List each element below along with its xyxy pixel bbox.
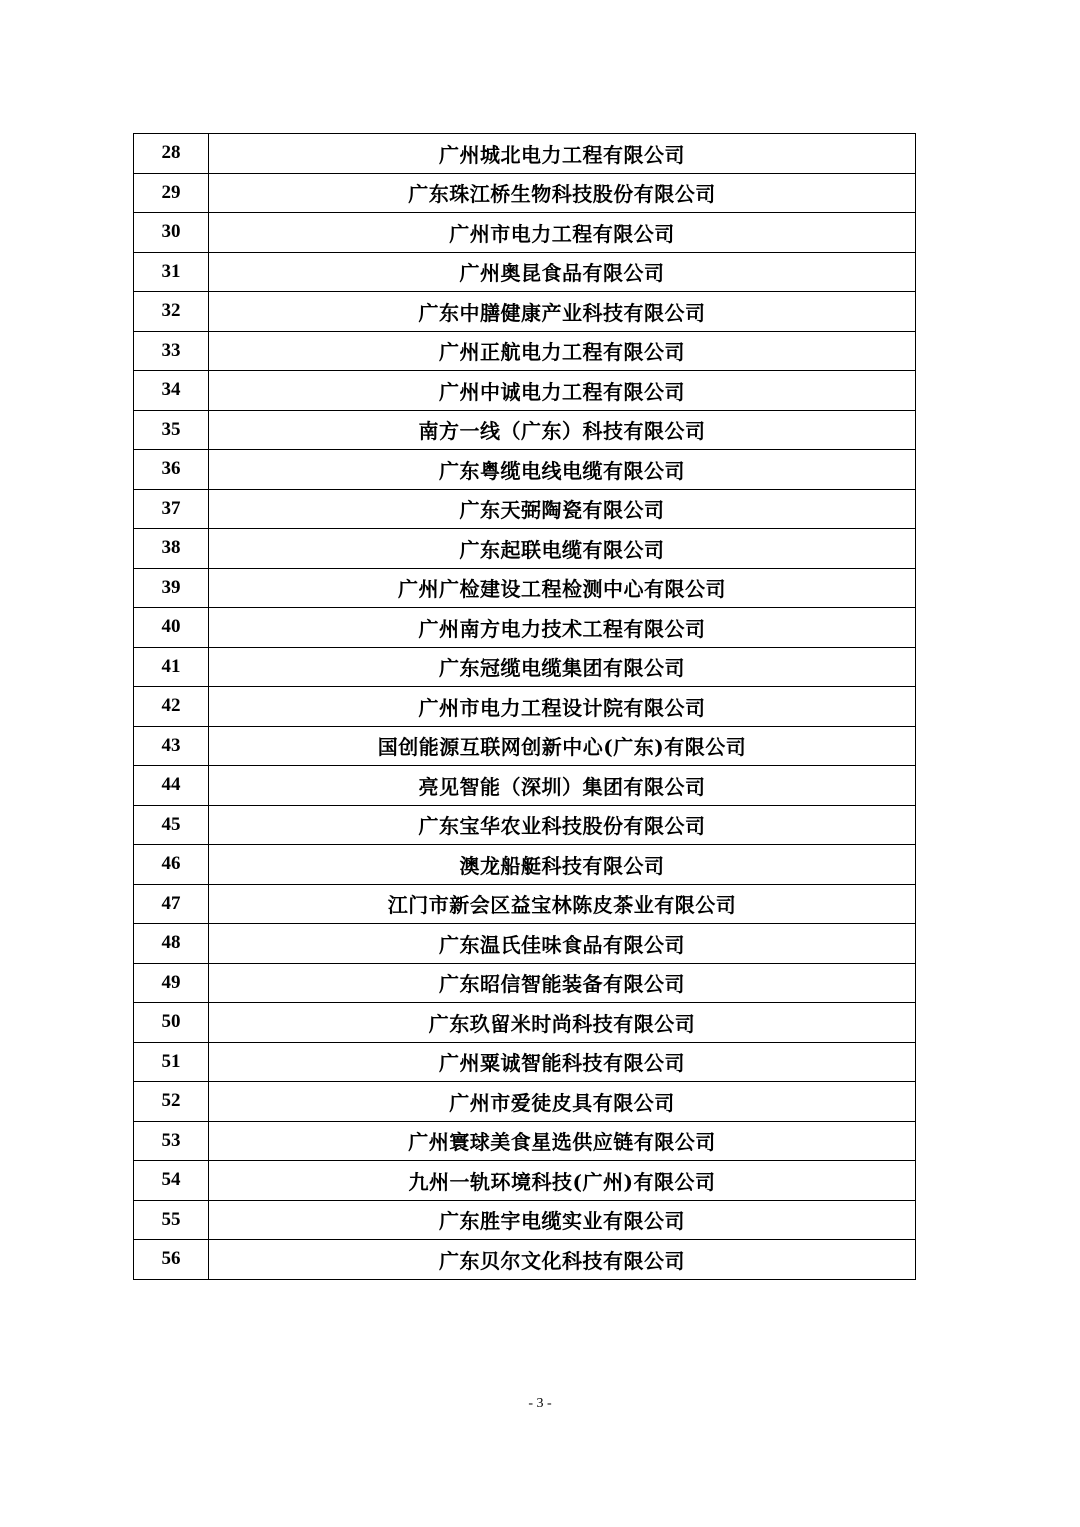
company-name-cell: 广东中膳健康产业科技有限公司 (209, 292, 916, 332)
table-row (134, 489, 916, 529)
table-row (134, 1161, 916, 1201)
company-name-cell: 南方一线（广东）科技有限公司 (209, 410, 916, 450)
table-row (134, 805, 916, 845)
row-number-cell: 28 (134, 134, 209, 174)
company-name-cell: 广东玖留米时尚科技有限公司 (209, 1003, 916, 1043)
row-number-cell: 43 (134, 726, 209, 766)
row-number-cell: 32 (134, 292, 209, 332)
company-name-cell: 广东胜宇电缆实业有限公司 (209, 1200, 916, 1240)
company-list-table (133, 133, 916, 1280)
row-number-cell: 55 (134, 1200, 209, 1240)
company-name-cell: 广州粟诚智能科技有限公司 (209, 1042, 916, 1082)
row-number-cell: 33 (134, 331, 209, 371)
table-row (134, 1200, 916, 1240)
table-row (134, 371, 916, 411)
row-number-cell: 41 (134, 647, 209, 687)
company-name-cell: 广州中诚电力工程有限公司 (209, 371, 916, 411)
company-name-cell: 广州正航电力工程有限公司 (209, 331, 916, 371)
company-name-cell: 广东珠江桥生物科技股份有限公司 (209, 173, 916, 213)
company-name-cell: 广东冠缆电缆集团有限公司 (209, 647, 916, 687)
row-number-cell: 52 (134, 1082, 209, 1122)
table-row (134, 568, 916, 608)
row-number-cell: 29 (134, 173, 209, 213)
table-row (134, 134, 916, 174)
row-number-cell: 36 (134, 450, 209, 490)
company-name-cell: 广东起联电缆有限公司 (209, 529, 916, 569)
table-body (134, 134, 916, 1280)
table-row (134, 766, 916, 806)
table-row (134, 292, 916, 332)
table-row (134, 529, 916, 569)
table-row (134, 963, 916, 1003)
company-name-cell: 广州奥昆食品有限公司 (209, 252, 916, 292)
row-number-cell: 35 (134, 410, 209, 450)
page-number: - 3 - (528, 1396, 552, 1411)
table-row (134, 924, 916, 964)
table-row (134, 845, 916, 885)
row-number-cell: 54 (134, 1161, 209, 1201)
table-row (134, 410, 916, 450)
row-number-cell: 56 (134, 1240, 209, 1280)
company-name-cell: 广东宝华农业科技股份有限公司 (209, 805, 916, 845)
table-row (134, 213, 916, 253)
table-row (134, 1042, 916, 1082)
company-name-cell: 广东昭信智能装备有限公司 (209, 963, 916, 1003)
company-name-cell: 广东天弼陶瓷有限公司 (209, 489, 916, 529)
row-number-cell: 45 (134, 805, 209, 845)
table-row (134, 173, 916, 213)
company-name-cell: 亮见智能（深圳）集团有限公司 (209, 766, 916, 806)
table-row (134, 726, 916, 766)
table-row (134, 1121, 916, 1161)
row-number-cell: 42 (134, 687, 209, 727)
company-name-cell: 澳龙船艇科技有限公司 (209, 845, 916, 885)
company-name-cell: 江门市新会区益宝林陈皮茶业有限公司 (209, 884, 916, 924)
table-row (134, 884, 916, 924)
table-row (134, 1003, 916, 1043)
company-name-cell: 广州广检建设工程检测中心有限公司 (209, 568, 916, 608)
row-number-cell: 48 (134, 924, 209, 964)
row-number-cell: 40 (134, 608, 209, 648)
row-number-cell: 37 (134, 489, 209, 529)
row-number-cell: 46 (134, 845, 209, 885)
row-number-cell: 38 (134, 529, 209, 569)
row-number-cell: 50 (134, 1003, 209, 1043)
company-name-cell: 国创能源互联网创新中心(广东)有限公司 (209, 726, 916, 766)
row-number-cell: 31 (134, 252, 209, 292)
row-number-cell: 34 (134, 371, 209, 411)
table-row (134, 1240, 916, 1280)
company-name-cell: 广州城北电力工程有限公司 (209, 134, 916, 174)
table-row (134, 608, 916, 648)
table-row (134, 647, 916, 687)
row-number-cell: 47 (134, 884, 209, 924)
table-row (134, 450, 916, 490)
table-row (134, 687, 916, 727)
table-row (134, 1082, 916, 1122)
row-number-cell: 30 (134, 213, 209, 253)
company-name-cell: 广州寰球美食星选供应链有限公司 (209, 1121, 916, 1161)
company-name-cell: 广东粤缆电线电缆有限公司 (209, 450, 916, 490)
company-name-cell: 广州市电力工程有限公司 (209, 213, 916, 253)
table-row (134, 252, 916, 292)
company-name-cell: 广东贝尔文化科技有限公司 (209, 1240, 916, 1280)
row-number-cell: 49 (134, 963, 209, 1003)
row-number-cell: 39 (134, 568, 209, 608)
table-row (134, 331, 916, 371)
row-number-cell: 53 (134, 1121, 209, 1161)
row-number-cell: 51 (134, 1042, 209, 1082)
company-name-cell: 广东温氏佳味食品有限公司 (209, 924, 916, 964)
company-name-cell: 广州市爱徒皮具有限公司 (209, 1082, 916, 1122)
company-name-cell: 广州南方电力技术工程有限公司 (209, 608, 916, 648)
company-name-cell: 九州一轨环境科技(广州)有限公司 (209, 1161, 916, 1201)
company-name-cell: 广州市电力工程设计院有限公司 (209, 687, 916, 727)
row-number-cell: 44 (134, 766, 209, 806)
